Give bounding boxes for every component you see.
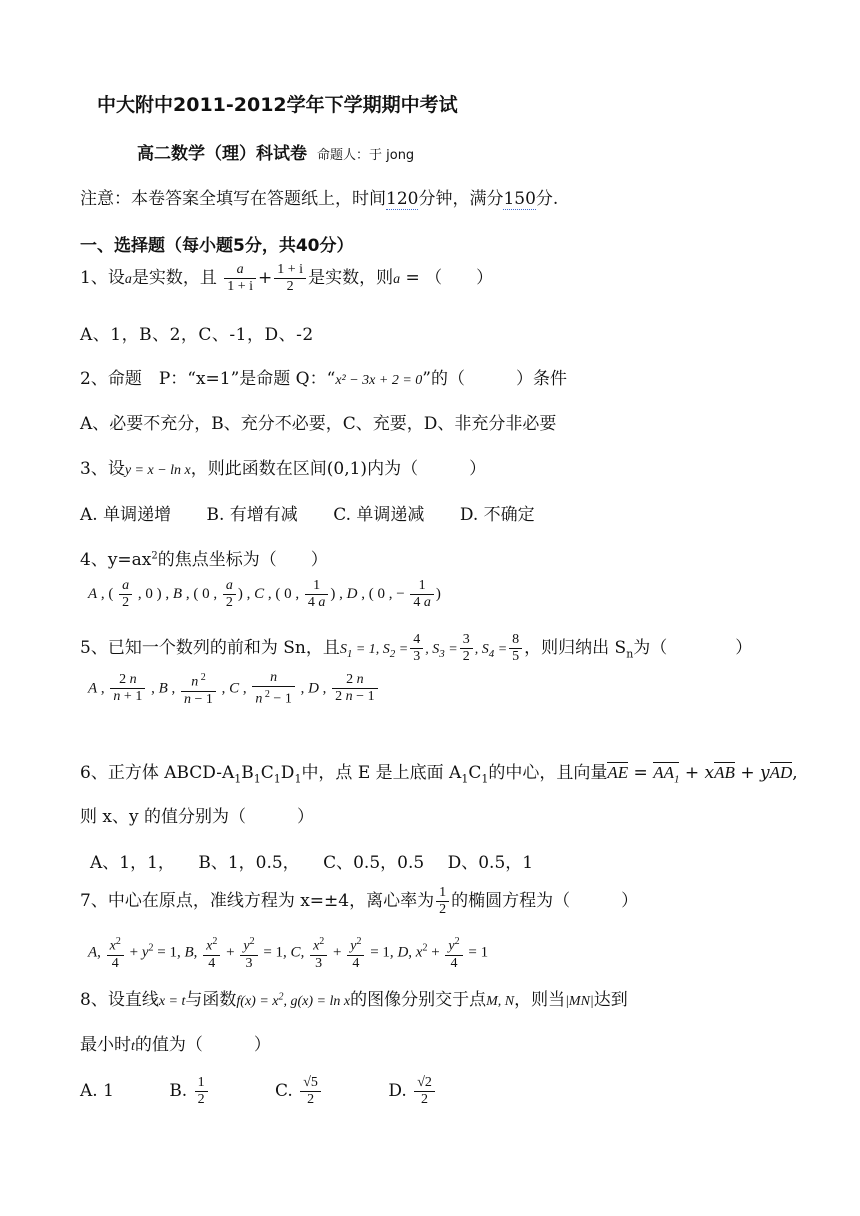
notice — [80, 184, 558, 209]
q8-line2: 最小时t的值为（ ） — [80, 1035, 271, 1055]
exam-title: 中大附中2011-2012学年下学期期中考试 — [97, 94, 458, 116]
q2-text-a: 2、命题 P：“x=1”是命题 Q：“ — [80, 369, 336, 389]
notice-score: 150 — [503, 189, 536, 209]
q6-text-a: 6、正方体 ABCD-A — [80, 763, 235, 783]
q2-expr: x² − 3x + 2 = 0 — [335, 373, 423, 388]
q3-expr: y = x − ln x — [124, 463, 191, 478]
q1-var-a: a — [124, 272, 132, 287]
question-2 — [80, 364, 567, 389]
q8-line2-a: 最小时 — [80, 1035, 131, 1055]
q6-options — [90, 848, 533, 873]
q6-line2: 则 x、y 的值分别为（ ） — [80, 807, 314, 827]
q4-options: A , ( $\frac{a}{2}$ , 0 ) , B , ( 0 , $\frac{a}{2}$ ) , C , ( 0 , $\frac{1}{4 a}$ ) , D , ( 0 , − $\frac{1}{4 a}$ ) — [88, 578, 441, 610]
question-5: 5、已知一个数列的前和为 Sn，且$S_1 = 1$, $S_2$ = $\frac{4}{3}$ , $S_3$ = $\frac{3}{2}$ , $S_4$ = $\frac{8}{5}$ ，则归纳出 $S_n$为（ ） — [80, 632, 753, 664]
q8-text-b: 与函数 — [185, 990, 237, 1010]
q3-text-a: 3、设 — [80, 459, 125, 479]
q8-line2-b: 的值为（ ） — [134, 1035, 271, 1055]
q8-options: A. 1 B. $\frac{1}{2}$ C. $\frac{√5}{2}$ D. $\frac{√2}{2}$ — [80, 1075, 437, 1108]
q6-option-a: A、1，1， — [90, 853, 175, 873]
notice-mid: 分钟，满分 — [418, 189, 504, 209]
q3-option-a: A. 单调递增 — [80, 505, 172, 525]
q8-text-c: 的图像分别交于点 — [350, 990, 487, 1010]
q2-options: A、必要不充分，B、充分不必要，C、充要，D、非充分非必要 — [80, 414, 557, 434]
question-4: 4、$y=ax^2$的焦点坐标为（ ） — [80, 550, 328, 570]
subtitle-text: 高二数学（理）科试卷 — [137, 144, 307, 164]
question-7: 7、中心在原点，准线方程为 x=±4，离心率为 $\frac{1}{2}$ 的椭圆方程为（ ） — [80, 885, 639, 917]
notice-prefix: 注意：本卷答案全填写在答题纸上，时间 — [80, 189, 386, 209]
section-heading: 一、选择题（每小题5分，共40分） — [80, 236, 354, 256]
q4-text-a: 4、y=ax — [80, 550, 152, 570]
q8-text-a: 8、设直线 — [80, 990, 159, 1010]
q3-option-b: B. 有增有减 — [206, 505, 298, 525]
q1-frac-2: $\frac{1 + i}{2}$ — [274, 262, 306, 295]
q6-option-d: D、0.5，1 — [447, 853, 534, 873]
exam-subtitle — [137, 139, 414, 164]
notice-suffix: 分. — [535, 189, 559, 209]
q3-option-c: C. 单调递减 — [333, 505, 425, 525]
q8-text-e: 达到 — [593, 990, 628, 1010]
q1-text-b: 是实数，且 — [131, 268, 217, 288]
notice-time: 120 — [386, 189, 419, 209]
author: 命题人：于 jong — [317, 148, 415, 163]
q3-options — [80, 500, 535, 525]
q7-options: A, $\frac{x^2}{4}$ + $y^2 = 1$, B, $\frac{x^2}{4}$ + $\frac{y^2}{3}$ = 1, C, $\frac{x^2}{3}$ + $\frac{y^2}{4}$ = 1, D, $x^2$ + $\frac{y^2}{4}$ = 1 — [88, 936, 489, 971]
q5-text-a: 5、已知一个数列的前和为 Sn，且 — [80, 638, 340, 658]
q1-text-d: （ ） — [425, 268, 494, 288]
q8-option-a: A. 1 — [80, 1081, 114, 1101]
q6-option-b: B、1，0.5， — [198, 853, 300, 873]
q1-expr: a — [393, 272, 401, 287]
q8-option-d: D. — [388, 1081, 407, 1101]
q5-text-b: ，则归纳出 S — [524, 638, 627, 658]
q7-text-b: 的椭圆方程为（ ） — [451, 891, 639, 911]
q2-text-b: ”的（ ）条件 — [422, 369, 567, 389]
question-3 — [80, 454, 486, 479]
q5-options: A , $\frac{2 n}{n + 1}$ , B , $\frac{n ^2}{n - 1}$ , C , $\frac{n}{n ^2 - 1}$ , D , $\frac{2 n}{2 n - 1}$ — [88, 670, 380, 708]
q3-option-d: D. 不确定 — [459, 505, 535, 525]
q5-text-c: 为（ ） — [633, 638, 753, 658]
q1-frac-1: $\frac{a}{1 + i}$ — [224, 262, 256, 295]
q6-text-c: 的中心，且向量 — [488, 763, 608, 783]
q7-text-a: 7、中心在原点，准线方程为 x=±4，离心率为 — [80, 891, 435, 911]
q8-text-d: ，则当 — [514, 990, 566, 1010]
question-8: 8、设直线x = t与函数$f(x) = x^2$, g(x) = ln x的图像分别交于点M, N，则当|MN|达到 — [80, 990, 628, 1010]
question-6: 6、正方体 ABCD-$A_1B_1C_1D_1$中，点 E 是上底面 $A_1C_1$的中心，且向量AE = $AA_1$ + xAB + yAD, — [80, 763, 798, 786]
q1-text-a: 1、设 — [80, 268, 125, 288]
question-1: 1、设a是实数，且 $\frac{a}{1 + i}$ + $\frac{1 + i}{2}$ 是实数，则a = （ ） — [80, 262, 494, 294]
q6-text-b: 中，点 E 是上底面 A — [301, 763, 462, 783]
q1-text-c: 是实数，则 — [308, 268, 394, 288]
q8-option-c: C. — [275, 1081, 293, 1101]
q1-options: A、1，B、2，C、-1，D、-2 — [80, 325, 314, 345]
q6-option-c: C、0.5，0.5 — [323, 853, 425, 873]
q8-option-b: B. — [169, 1081, 188, 1101]
q4-text-b: 的焦点坐标为（ ） — [157, 550, 328, 570]
q3-text-b: ，则此函数在区间(0,1)内为（ ） — [190, 459, 487, 479]
